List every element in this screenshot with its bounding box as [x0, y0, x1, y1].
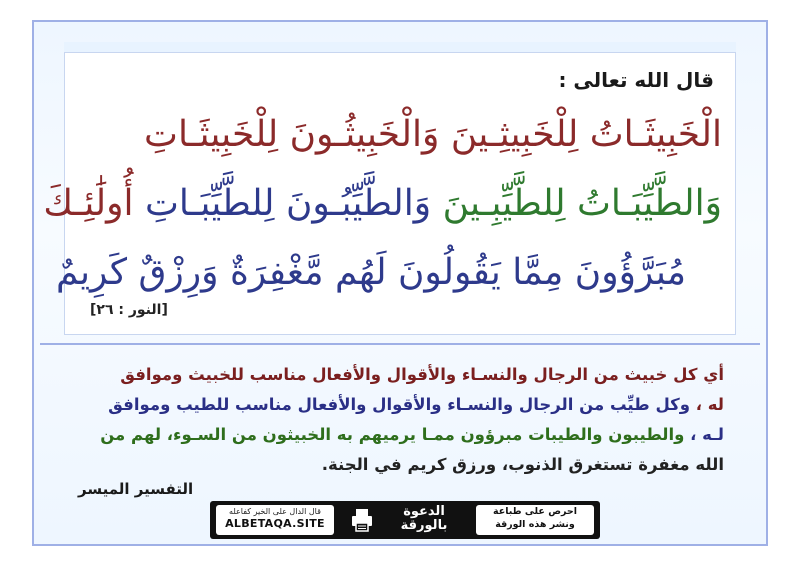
logo-line-1: الدعوة [403, 504, 445, 519]
tafsir-source: التفسير الميسر [78, 480, 194, 498]
verse-line-3 [56, 252, 686, 293]
text-segment: له ، [690, 395, 724, 414]
footer-banner [210, 501, 600, 539]
verse-heading: قال الله تعالى : [558, 68, 714, 92]
top-band [64, 42, 736, 52]
text-segment: الْخَبِيثَـاتُ لِلْخَبِيثِـينَ وَالْخَبِيثُـونَ لِلْخَبِيثَـاتِ [144, 114, 722, 155]
text-segment: مُبَرَّؤُونَ مِمَّا يَقُولُونَ لَهُم مَّغْفِرَةٌ وَرِزْقٌ كَرِيمٌ [56, 252, 686, 293]
printer-icon [350, 508, 374, 532]
site-link[interactable]: ALBETAQA.SITE [225, 517, 325, 530]
tafsir-line-1 [74, 360, 724, 390]
print-note-box [476, 505, 594, 535]
text-segment: أُولَٰئِـكَ [43, 183, 134, 224]
text-segment: وَالطَّيِّبُـونَ لِلطَّيِّبَـاتِ [133, 183, 443, 224]
verse-line-2 [43, 183, 722, 224]
text-segment: أي كل خبيث من الرجال والنسـاء والأقوال والأفعال مناسب للخبيث وموافق [120, 365, 724, 384]
tafsir-line-2 [74, 390, 724, 420]
text-segment: الله مغفرة تستغرق الذنوب، ورزق كريم في الجنة. [321, 455, 724, 474]
tafsir-line-4 [74, 450, 724, 480]
text-segment: لـه ، [684, 425, 724, 444]
footer-saying: قال الدال على الخير كفاعله [229, 507, 321, 516]
section-divider [40, 343, 760, 345]
footer-logo-area [338, 501, 468, 539]
logo-line-2: بالورقة [400, 518, 448, 533]
text-segment: وَالطَّيِّبَـاتُ لِلطَّيِّبِـينَ [442, 183, 722, 224]
tafsir-line-3 [74, 420, 724, 450]
print-note-line-2: ونشر هذه الورقة [495, 519, 575, 530]
print-note-line-1: احرص على طباعة [492, 506, 578, 517]
verse-line-1 [78, 114, 722, 155]
text-segment: والطيبون والطيبات مبرؤون ممـا يرميهم به الخبيثون من السـوء، لهم من [100, 425, 685, 444]
site-box[interactable] [216, 505, 334, 535]
dawah-logo [386, 505, 462, 535]
text-segment: وكل طيِّب من الرجال والنسـاء والأقوال والأفعال مناسب للطيب وموافق [108, 395, 691, 414]
tafsir-text [74, 360, 724, 480]
verse-reference: [النور : ٢٦] [90, 302, 168, 318]
